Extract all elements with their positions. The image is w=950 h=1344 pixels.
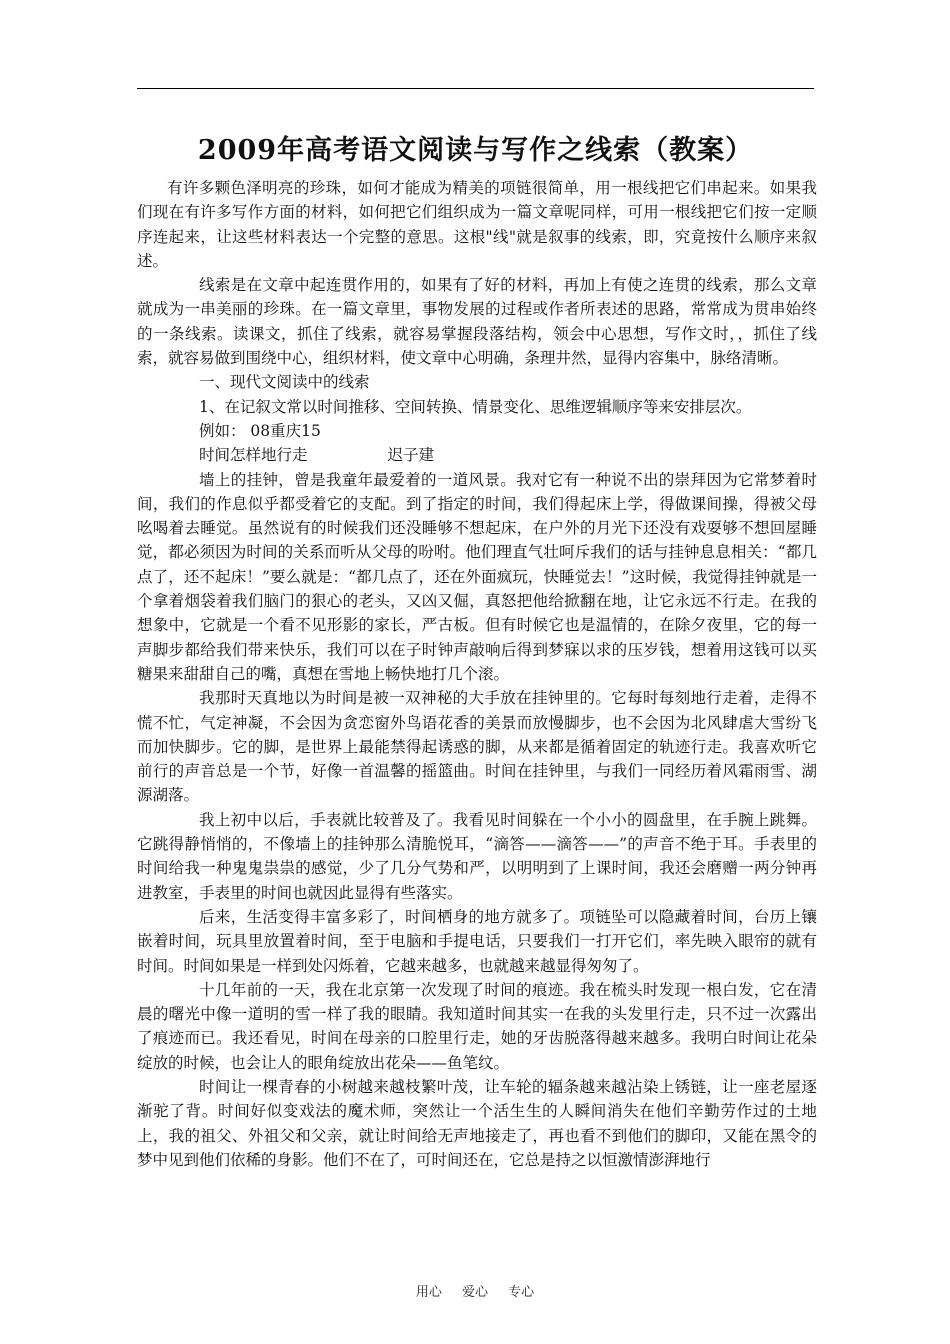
header-rule	[137, 88, 814, 89]
essay-heading	[137, 443, 817, 467]
page-title: 2009年高考语文阅读与写作之线索（教案）	[197, 135, 754, 166]
footer-item: 专心	[508, 1285, 535, 1300]
list-item: 1、在记叙文常以时间推移、空间转换、情景变化、思维逻辑顺序等来安排层次。	[199, 397, 752, 416]
essay-paragraph: 我上初中以后，手表就比较普及了。我看见时间躲在一个小小的圆盘里，在手腕上跳舞。它跳得静悄悄的，不像墙上的挂钟那么清脆悦耳，“滴答——滴答——”的声音不绝于耳。手表里的时间给我一种鬼鬼祟祟的感觉，少了几分气势和严，以明明到了上课时间，我还会磨赠一两分钟再进教室，手表里的时间也就因此显得有些落实。	[137, 810, 817, 902]
page-footer	[0, 1281, 950, 1300]
intro-paragraph: 有许多颗色泽明亮的珍珠，如何才能成为精美的项链很简单，用一根线把它们串起来。如果我们现在有许多写作方面的材料，如何把它们组织成为一篇文章呢同样，可用一根线把它们按一定顺序连起来，让这些材料表达一个完整的意思。这根"线"就是叙事的线索，即，究竟按什么顺序来叙述。	[137, 179, 817, 270]
essay-paragraph: 时间让一棵青春的小树越来越枝繁叶茂，让车轮的辐条越来越沾染上锈链，让一座老屋逐渐驼了背。时间好似变戏法的魔术师，突然让一个活生生的人瞬间消失在他们辛勤劳作过的土地上，我的祖父、外祖父和父亲，就让时间给无声地接走了，再也看不到他们的脚印，又能在黑令的梦中见到他们依稀的身影。他们不在了，可时间还在，它总是持之以恒激情澎湃地行	[137, 1077, 817, 1169]
essay-paragraph: 十几年前的一天，我在北京第一次发现了时间的痕迹。我在梳头时发现一根白发，它在清晨的曙光中像一道明的雪一样了我的眼睛。我知道时间其实一在我的头发里行走，只不过一次露出了痕迹而已。我还看见，时间在母亲的口腔里行走，她的牙齿脱落得越来越多。我明白时间让花朵绽放的时候，也会让人的眼角绽放出花朵——鱼笔纹。	[137, 980, 817, 1072]
essay-paragraph: 墙上的挂钟，曾是我童年最爱着的一道风景。我对它有一种说不出的崇拜因为它常梦着时间，我们的作息似乎都受着它的支配。到了指定的时间，我们得起床上学，得做课间操，得被父母吆喝着去睡觉。虽然说有的时候我们还没睡够不想起床，在户外的月光下还没有戏耍够不想回屋睡觉，都必须因为时间的关系而听从父母的吩咐。他们理直气壮呵斥我们的话与挂钟息息相关：“都几点了，还不起床！”要么就是：“都几点了，还在外面疯玩，快睡觉去！”这时候，我觉得挂钟就是一个拿着烟袋着我们脑门的狠心的老头，又凶又倔，真怒把他给掀翻在地，让它永远不行走。在我的想象中，它就是一个看不见形影的家长，严古板。但有时候它也是温情的，在除夕夜里，它的每一声脚步都给我们带来快乐，我们可以在子时钟声敲响后得到梦寐以求的压岁钱，想着用这钱可以买糖果来甜甜自己的嘴，真想在雪地上畅快地打几个滚。	[137, 470, 817, 683]
section-heading: 一、现代文阅读中的线索	[199, 373, 370, 392]
footer-item: 用心	[415, 1285, 442, 1300]
body-paragraph: 线索是在文章中起连贯作用的，如果有了好的材料，再加上有使之连贯的线索，那么文章就成为一串美丽的珍珠。在一篇文章里，事物发展的过程或作者所表述的思路，常常成为贯串始终的一条线索。读课文，抓住了线索，就容易掌握段落结构，领会中心思想，写作文时，，抓住了线索，就容易做到围绕中心，组织材料，使文章中心明确，条理井然，显得内容集中，脉络清晰。	[137, 276, 817, 368]
essay-paragraph: 我那时天真地以为时间是被一双神秘的大手放在挂钟里的。它每时每刻地行走着，走得不慌不忙，气定神凝，不会因为贪恋窗外鸟语花香的美景而放慢脚步，也不会因为北风肆虐大雪纷飞而加快脚步。它的脚，是世界上最能禁得起诱惑的脚，从来都是循着固定的轨迹行走。我喜欢听它前行的声音总是一个节，好像一首温馨的摇篮曲。时间在挂钟里，与我们一同经历着风霜雨雪、湖源湖落。	[137, 689, 817, 805]
essay-author: 迟子建	[387, 446, 435, 465]
footer-item: 爱心	[461, 1285, 488, 1300]
essay-paragraph: 后来，生活变得丰富多彩了，时间栖身的地方就多了。项链坠可以隐藏着时间，台历上镶嵌着时间，玩具里放置着时间，至于电脑和手提电话，只要我们一打开它们，率先映入眼帘的就有时间。时间如果是一样到处闪烁着，它越来越多，也就越来越显得匆匆了。	[137, 907, 817, 975]
example-line: 例如： 08重庆15	[199, 421, 321, 440]
document-body	[137, 176, 817, 1172]
essay-title: 时间怎样地行走	[199, 446, 308, 465]
